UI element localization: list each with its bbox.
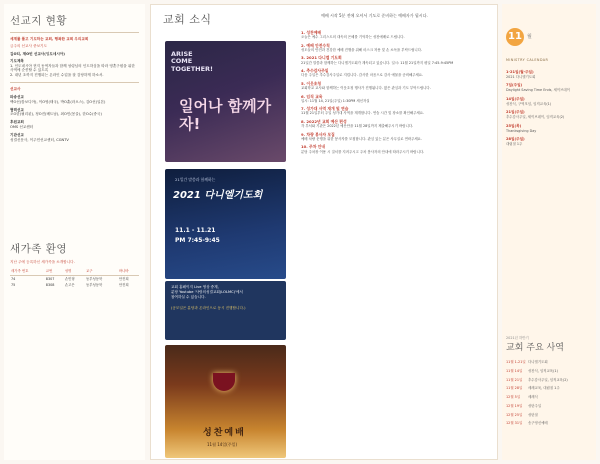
mission-list: 오O한(필리핀), 정O진(베트남), 최O민(몽골), 한O수(중국)	[10, 112, 102, 117]
year-label: 2021년 하반기	[506, 336, 529, 340]
list-item	[506, 360, 592, 365]
event-name: 2021 다니엘기도회	[506, 74, 536, 79]
list-item	[301, 55, 489, 65]
list-item	[506, 97, 592, 106]
table-row	[10, 275, 139, 282]
list-item	[301, 119, 489, 129]
stream-line-2: 분당 Youtube '사랑의성결교회(LOLMC)'에서	[171, 289, 243, 294]
col-header: 성명	[64, 268, 85, 275]
live-stream-info	[165, 281, 286, 340]
item-heading: 9. 차량 봉사자 모집	[301, 131, 335, 137]
event-date: 14일(주일)	[506, 96, 525, 101]
cell: 손고은	[64, 283, 75, 288]
item-heading: 6. 임직 교육	[301, 93, 323, 99]
cell: 동부성동북	[85, 283, 103, 288]
item-text: 성도들의 안전과 건강한 예배 진행을 위해 마스크 착용 및 손 소독을 부탁드립니다.	[301, 47, 423, 52]
list-item	[301, 43, 489, 53]
divider	[10, 32, 139, 33]
major-date: 11월 21일	[506, 377, 523, 382]
major-name: 성찬식, 임직교육(1)	[528, 368, 558, 373]
month-label: 월	[527, 34, 532, 40]
major-name: 성탄절	[528, 412, 538, 417]
prayer-heading: 금주의 선교사 중보기도	[10, 44, 47, 49]
event-date: 28일(주일)	[506, 137, 525, 142]
col-header: 바나바	[118, 268, 139, 275]
poster-kr-title: 일어나 함께가자!	[179, 97, 272, 133]
major-date: 12월 5일	[506, 395, 521, 400]
calendar-label: MINISTRY CALENDAR	[506, 58, 549, 62]
col-header: 교구	[85, 268, 118, 275]
major-ministry-title: 교회 주요 사역	[506, 343, 564, 353]
major-date: 12월 25일	[506, 412, 523, 417]
list-item	[301, 81, 489, 91]
list-item	[506, 378, 592, 383]
communion-title: 성찬예배	[203, 428, 246, 438]
welcome-section	[10, 236, 139, 289]
mission-list: OMS 선교센터	[10, 125, 34, 130]
cell: 손민형	[64, 276, 75, 281]
list-item	[301, 132, 489, 142]
major-name: 송구영신예배	[528, 421, 548, 426]
event-name: Daylight Saving Time Ends, 세이브데이	[506, 88, 570, 93]
major-date: 12월 31일	[506, 421, 523, 426]
item-text: 교회학교 교사와 함께하는 이웃초청 행사가 진행됩니다. 많은 관심과 기도 부탁드립니다.	[301, 86, 431, 90]
item-heading: 7. 성가대 사역 재개 및 연습	[301, 106, 349, 112]
new-members-table	[10, 268, 139, 289]
mission-group	[10, 95, 139, 143]
calendar-column	[502, 4, 596, 460]
cell: 안진희	[118, 276, 129, 281]
cell: 75	[11, 283, 16, 288]
major-name: 추수감사주일, 임직교육(2)	[528, 377, 568, 382]
major-name: 성탄주일	[528, 403, 542, 408]
list-item	[301, 30, 489, 40]
month-badge: 11	[506, 28, 524, 46]
item-heading: 2. 예배 안전수칙	[301, 42, 330, 48]
mission-type: 파송선교	[10, 94, 24, 99]
major-name: 세례식	[528, 395, 538, 400]
missionary-name: 김O티, 제O빈 선교사(잉도네시아)	[10, 51, 65, 56]
list-item	[506, 124, 592, 133]
item-text: 각 부서와 기관은 2022년 예산안을 11월 28일까지 제출해주시기 바랍니다.	[301, 124, 414, 129]
cell: 동부성동북	[85, 276, 103, 281]
stream-line-3: 참여하실 수 있습니다.	[171, 294, 206, 299]
communion-date: 11월 14일(주일)	[207, 442, 238, 447]
cell: 안진희	[118, 283, 129, 288]
calendar-events	[506, 66, 592, 147]
col-header: 새가족 번호	[10, 268, 45, 275]
prayer-item-1: 1. 인도네시아 현지 동역자들과 함께 성령님의 인도하심을 따라 영혼구원을 위한 사역에 순종할 수 있도록	[10, 63, 135, 73]
welcome-title: 새가족 환영	[10, 243, 68, 255]
list-item	[506, 70, 592, 79]
worship-note: 예배 시작 5분 전에 오셔서 기도로 준비하는 예배자가 됩시다.	[321, 13, 428, 18]
item-heading: 4. 추수감사주일	[301, 68, 329, 74]
list-item	[301, 94, 489, 104]
major-date: 11월 1-21일	[506, 360, 526, 364]
list-item	[506, 83, 592, 92]
missionary-label: 선교사	[10, 87, 21, 92]
mission-list: 성결신문사, 이주민선교센터, CGNTV	[10, 137, 69, 142]
event-date: 7일(주일)	[506, 83, 523, 88]
communion-poster	[165, 345, 286, 458]
prayer-label: 기도제목	[10, 58, 24, 63]
news-title: 교회 소식	[163, 13, 212, 26]
item-heading: 3. 2021 다니엘 기도회	[301, 55, 342, 61]
divider	[10, 82, 139, 83]
cell: 8308	[45, 283, 55, 288]
item-heading: 10. 주차 안내	[301, 144, 326, 150]
major-name: 다니엘기도회	[528, 360, 548, 364]
item-text: 분당 주차장 이용 시 질서를 지켜주시고 주차 봉사자의 안내에 따라주시기 바랍니다.	[301, 149, 425, 154]
event-name: Thanksgiving Day	[506, 128, 537, 133]
major-date: 11월 14일	[506, 368, 523, 373]
item-heading: 5. 이웃초청	[301, 80, 322, 86]
news-column	[150, 4, 498, 460]
poster2-title: 2021 다니엘기도회	[173, 190, 263, 201]
mission-intro: 세계를 품고 기도하는 교회, 행복한 교회 우리교회	[10, 37, 89, 42]
list-item	[506, 369, 592, 374]
list-item	[506, 110, 592, 119]
mission-type: 기관선교	[10, 132, 24, 137]
welcome-intro: 지난 주에 등록하신 새가족을 소개합니다.	[10, 260, 75, 265]
event-date: 1-21일(월-주일)	[506, 70, 534, 74]
communion-cup-icon	[213, 373, 235, 391]
list-item	[506, 413, 592, 418]
list-item	[506, 137, 592, 146]
prayer-item-2: 2. 내년 초까지 진행되는 온라인 수업을 잘 감당하게 하소서.	[10, 73, 104, 78]
cell: 8307	[45, 276, 55, 281]
event-name: 성찬식, 구역모임, 임직교육(1)	[506, 101, 552, 106]
news-list	[301, 27, 489, 154]
poster2-tag: 21일간 말씀과 함께하는	[175, 177, 216, 182]
list-item	[301, 144, 489, 154]
item-heading: 1. 성찬예배	[301, 30, 322, 35]
poster-en-3: TOGETHER!	[171, 64, 214, 73]
list-item	[506, 386, 592, 391]
major-ministry-list	[506, 360, 592, 430]
cell: 74	[11, 276, 16, 281]
major-date: 12월 19일	[506, 403, 523, 408]
poster-en-2: COME	[171, 57, 193, 66]
list-item	[506, 404, 592, 409]
list-item	[301, 106, 489, 116]
list-item	[301, 68, 489, 78]
item-text: 일시: 11월 14, 21일(주일) 1:30PM 새신자실	[301, 98, 370, 103]
daniel-prayer-poster	[165, 169, 286, 279]
table-row	[10, 282, 139, 289]
poster-en-1: ARISE	[171, 50, 193, 58]
event-date: 25일(목)	[506, 123, 522, 128]
item-text: 다음 주일은 추수감사주일로 지킵니다. 감사한 마음으로 감사 예물을 준비해주세요.	[301, 73, 424, 78]
left-column	[4, 4, 145, 460]
item-heading: 8. 2022년 교회 예산 편성	[301, 119, 347, 125]
list-item	[506, 421, 592, 426]
stream-line-4: (공모일은 분당과 온라인으로 동시 진행합니다.)	[171, 305, 246, 310]
mission-list: 백O선(캄보디아), 이O영(태국), 박O훈(라오스), 김O선(일본)	[10, 99, 106, 104]
mission-type: 협력선교	[10, 107, 24, 112]
mission-section-title: 선교지 현황	[10, 15, 68, 27]
list-item	[506, 395, 592, 400]
col-header: 교번	[45, 268, 64, 275]
event-name: 추수감사주일, 세이브데이, 임직교육(2)	[506, 115, 565, 120]
event-date: 21일(주일)	[506, 110, 525, 115]
event-name: 대림절 1주	[506, 142, 523, 147]
stream-line-1: 교회 홈페이지 Live 영상 중계,	[171, 285, 219, 289]
item-text: 오늘은 예수 그리스도의 대속의 은혜를 기억하는 성찬예배로 드립니다.	[301, 35, 405, 40]
major-name: 세례교육, 대림절 1주	[528, 386, 560, 391]
poster2-time: PM 7:45-9:45	[175, 237, 220, 244]
item-text: 예배 차량 운행을 위한 봉사자를 모집합니다. 관심 있는 분은 사무실로 연락주세요.	[301, 136, 423, 141]
mission-type: 후원교회	[10, 120, 24, 125]
arise-poster	[165, 41, 286, 162]
item-text: 11월 21일부터 주일 성가대 사역을 재개합니다. 연습 시간 및 장소를 확인해주세요.	[301, 111, 425, 116]
major-date: 11월 28일	[506, 386, 523, 391]
poster2-dates: 11.1 - 11.21	[175, 227, 216, 234]
item-text: 21일간 말씀과 함께하는 다니엘기도회가 계속되고 있습니다. 일시: 11월 21일까지 평일 7:45-9:45PM	[301, 60, 454, 65]
